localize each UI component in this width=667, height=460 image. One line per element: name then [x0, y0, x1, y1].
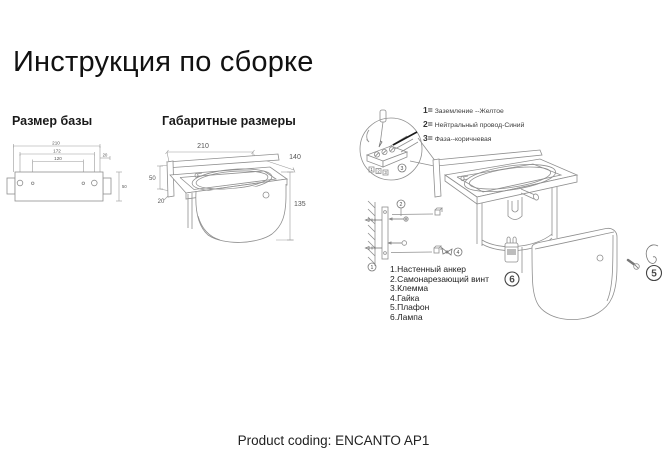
callout-lamp — [505, 272, 519, 286]
wall-hatching — [368, 201, 375, 264]
sconce-drawing — [167, 154, 287, 242]
wire-tag-3: 3 — [384, 170, 387, 176]
legend-neutral-text: Нейтральный провод-Синий — [434, 122, 525, 129]
base-dim-120 — [33, 156, 84, 164]
shade-drawing — [532, 228, 617, 319]
overall-135-label: 135 — [294, 201, 306, 208]
dim-20-label: 20 — [102, 152, 108, 158]
dim-172-label: 172 — [53, 148, 61, 154]
product-coding: Product coding: ENCANTO AP1 — [237, 433, 430, 448]
legend-ground-number: 1= — [423, 105, 433, 115]
callout-nut-number: 4 — [456, 250, 460, 256]
legend-item-phase — [423, 128, 524, 142]
hanging-tab — [508, 197, 522, 220]
wire-tag-1: 1 — [370, 167, 373, 173]
overall-dimensions-label: Габаритные размеры — [162, 114, 296, 128]
parts-item-screw: 2.Самонарезающий винт — [390, 273, 490, 284]
dim-50-label: 50 — [122, 184, 127, 189]
bracket-3d-drawing — [433, 150, 577, 251]
wall-plate — [382, 207, 388, 259]
callout-anchor — [368, 263, 376, 271]
callout-screw — [397, 200, 405, 216]
wire-tag-2: 2 — [377, 168, 380, 174]
callout-anchor-number: 1 — [370, 265, 374, 271]
legend-item-ground — [423, 100, 524, 114]
wire-number-tags — [369, 167, 388, 175]
callout-screw-number: 2 — [399, 202, 403, 208]
overall-140-label: 140 — [289, 154, 301, 161]
base-dim-50 — [116, 172, 127, 201]
dim-120-label: 120 — [54, 156, 62, 161]
callout-shade — [647, 266, 662, 281]
wall-mounting-drawing — [366, 200, 463, 271]
rotate-arrow — [646, 245, 658, 264]
screwdriver-icon — [367, 110, 387, 147]
legend-ground-text: Заземление --Желтое — [434, 108, 504, 115]
base-dim-20 — [100, 153, 110, 161]
dim-210-label: 210 — [52, 140, 60, 146]
base-plate-drawing — [7, 172, 111, 201]
base-size-diagram — [6, 134, 146, 216]
parts-list — [390, 265, 489, 323]
wing-nut-drawing — [442, 248, 452, 255]
shade-outline — [196, 184, 286, 242]
parts-item-anchor: 1.Настенный анкер — [390, 264, 467, 274]
callout-nut — [454, 248, 462, 256]
nut-drawing — [434, 208, 442, 253]
overall-50-label: 50 — [149, 176, 156, 182]
callout-terminal — [398, 164, 406, 172]
callout-lamp-number: 6 — [509, 274, 515, 286]
callout-shade-number: 5 — [651, 268, 657, 280]
legend-phase-number: 3= — [423, 133, 433, 143]
wire-legend — [423, 100, 524, 142]
base-size-label: Размер базы — [12, 114, 93, 128]
callout-terminal-number: 3 — [400, 166, 404, 172]
parts-item-lamp: 6.Лампа — [390, 311, 423, 322]
legend-phase-text: Фаза--коричневая — [434, 136, 492, 143]
overall-210-label: 210 — [197, 143, 209, 150]
shade-screw-drawing — [628, 260, 639, 269]
overall-20-label: 20 — [157, 199, 165, 205]
legend-neutral-number: 2= — [423, 119, 433, 129]
screw-drawing — [389, 217, 409, 246]
lamp-drawing — [505, 237, 522, 273]
base-dim-172 — [20, 149, 94, 157]
base-dim-210 — [13, 141, 100, 149]
parts-item-terminal: 3.Клемма — [390, 283, 429, 294]
parts-item-shade: 5.Плафон — [390, 302, 430, 313]
legend-item-neutral — [423, 114, 524, 128]
overall-dimensions-diagram — [148, 136, 310, 248]
page-title: Инструкция по сборке — [13, 46, 314, 78]
parts-item-nut: 4.Гайка — [390, 292, 420, 303]
